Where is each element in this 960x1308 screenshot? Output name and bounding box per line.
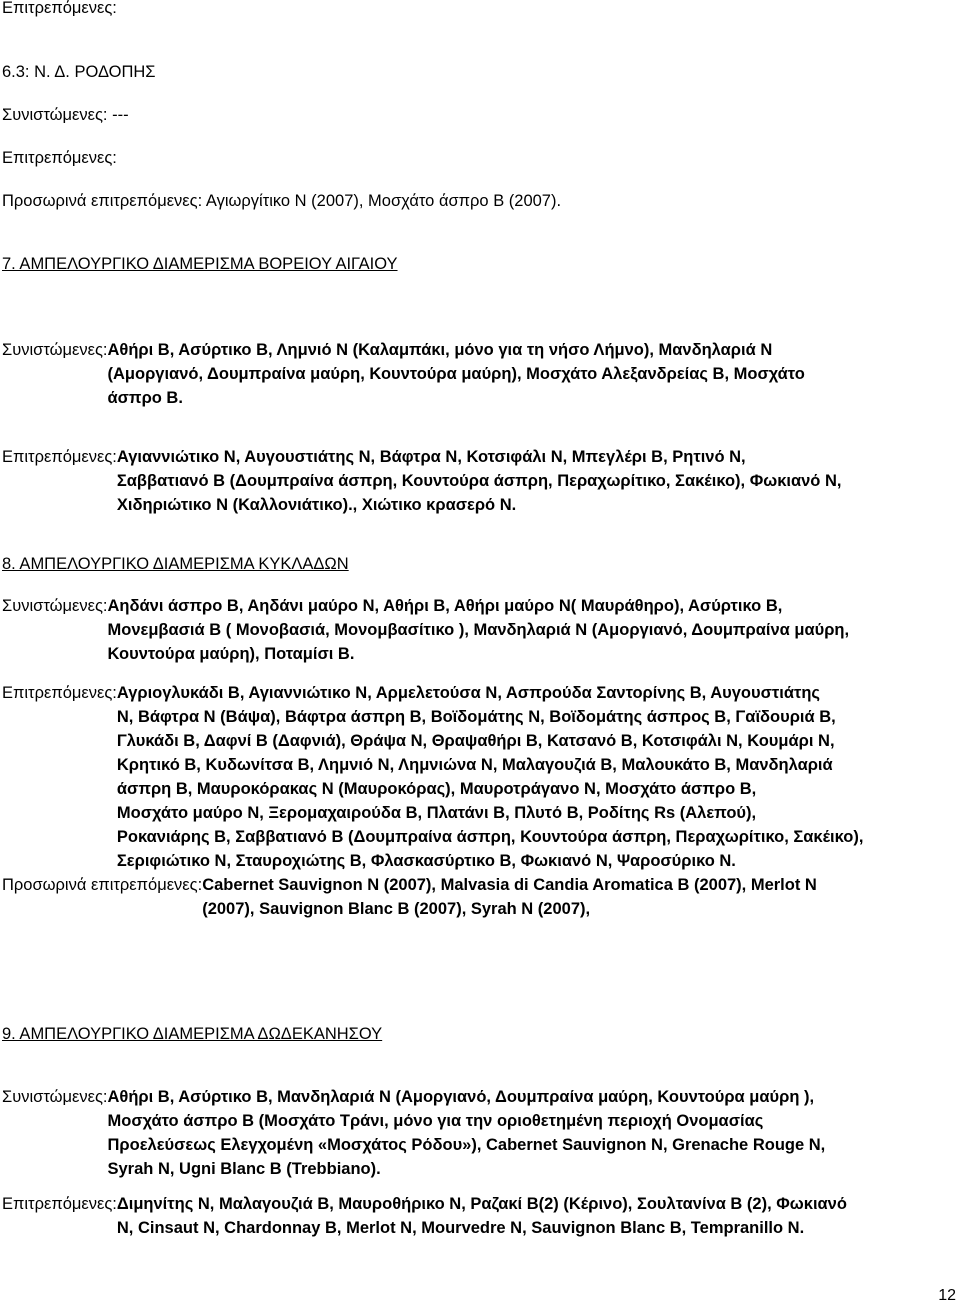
section-heading-dodecanese: 9. ΑΜΠΕΛΟΥΡΓΙΚΟ ΔΙΑΜΕΡΙΣΜΑ ΔΩΔΕΚΑΝΗΣΟΥ xyxy=(2,1025,383,1043)
section-heading-north-aegean: 7. ΑΜΠΕΛΟΥΡΓΙΚΟ ΔΙΑΜΕΡΙΣΜΑ ΒΟΡΕΙΟΥ ΑΙΓΑΙΟΥ xyxy=(2,255,398,273)
recommended-rodopi: Συνιστώμενες: --- xyxy=(2,106,129,124)
permitted-cyclades: Επιτρεπόμενες: Αγριογλυκάδι Β, Αγιαννιώτικο Ν, Αρμελετούσα Ν, Ασπρούδα Σαντορίνης Β, Αυγουστιάτης Ν, Βάφτρα Ν (Βάψα), Βάφτρα άσπρη Β, Βοϊδομάτης Ν, Βοϊδομάτης άσπρος Β, Γαϊδουριά Β, Γλυκάδι Β, Δαφνί Β (Δαφνιά), Θράψα Ν, Θραψαθήρι Β, Κατσανό Β, Κοτσιφάλι Ν, Κουμάρι Ν, Κρητικό Β, Κυδωνίτσα Β, Λημνιό Ν, Λημνιώνα Ν, Μαλαγουζιά Β, Μαλουκάτο Β, Μανδηλαριά άσπρη Β, Μαυροκόρακας Ν (Μαυροκόρας), Μαυροτράγανο Ν, Μοσχάτο άσπρο Β, Μοσχάτο μαύρο Ν, Ξερομαχαιρούδα Β, Πλατάνι Β, Πλυτό Β, Ροδίτης Rs (Αλεπού), Ροκανιάρης Β, Σαββατιανό Β (Δουμπραίνα άσπρη, Κουντούρα άσπρη, Περαχωρίτικο, Σακέικο), Σεριφιώτικο Ν, Σταυροχιώτης Β, Φλασκασύρτικο Β, Φωκιανό Ν, Ψαροσύρικο Ν. xyxy=(2,684,864,870)
permitted-label-top: Επιτρεπόμενες: xyxy=(2,0,117,17)
permitted-rodopi: Επιτρεπόμενες: xyxy=(2,149,117,167)
temporary-permitted-rodopi: Προσωρινά επιτρεπόμενες: Αγιωργίτικο Ν (2007), Μοσχάτο άσπρο Β (2007). xyxy=(2,192,562,210)
permitted-north-aegean: Επιτρεπόμενες: Αγιαννιώτικο Ν, Αυγουστιάτης Ν, Βάφτρα Ν, Κοτσιφάλι Ν, Μπεγλέρι Β, Ρητινό Ν, Σαββατιανό Β (Δουμπραίνα άσπρη, Κουντούρα άσπρη, Περαχωρίτικο, Σακέικο), Φωκιανό Ν, Χιδηριώτικο Ν (Καλλονιάτικο)., Χιώτικο κρασερό Ν. xyxy=(2,448,842,514)
recommended-cyclades: Συνιστώμενες: Αηδάνι άσπρο Β, Αηδάνι μαύρο Ν, Αθήρι Β, Αθήρι μαύρο Ν( Μαυράθηρο), Ασύρτικο Β, Μονεμβασιά Β ( Μονοβασιά, Μονομβασίτικο ), Μανδηλαριά Ν (Αμοργιανό, Δουμπραίνα μαύρη, Κουντούρα μαύρη), Ποταμίσι Β. xyxy=(2,597,850,663)
permitted-dodecanese: Επιτρεπόμενες: Διμηνίτης Ν, Μαλαγουζιά Β, Μαυροθήρικο Ν, Ραζακί Β(2) (Κέρινο), Σουλτανίνα Β (2), Φωκιανό Ν, Cinsaut Ν, Chardonnay Β, Merlot Ν, Mourvedre Ν, Sauvignon Blanc Β, Tempranillo Ν. xyxy=(2,1195,847,1237)
subsection-heading-rodopi: 6.3: Ν. Δ. ΡΟΔΟΠΗΣ xyxy=(2,63,156,81)
page-number: 12 xyxy=(938,1287,956,1304)
section-heading-cyclades: 8. ΑΜΠΕΛΟΥΡΓΙΚΟ ΔΙΑΜΕΡΙΣΜΑ ΚΥΚΛΑΔΩΝ xyxy=(2,555,349,573)
recommended-dodecanese: Συνιστώμενες: Αθήρι Β, Ασύρτικο Β, Μανδηλαριά Ν (Αμοργιανό, Δουμπραίνα μαύρη, Κουντούρα μαύρη ), Μοσχάτο άσπρο Β (Μοσχάτο Τράνι, μόνο για την οριοθετημένη περιοχή Ονομασίας Προελεύσεως Ελεγχομένη «Μοσχάτος Ρόδου»), Cabernet Sauvignon Ν, Grenache Rouge Ν, Syrah Ν, Ugni Blanc Β (Trebbiano). xyxy=(2,1088,826,1178)
temporary-permitted-cyclades: Προσωρινά επιτρεπόμενες: Cabernet Sauvignon Ν (2007), Malvasia di Candia Aromatica Β (2007), Merlot Ν (2007), Sauvignon Blanc Β (2007), Syrah Ν (2007), xyxy=(2,876,817,918)
recommended-north-aegean: Συνιστώμενες: Αθήρι Β, Ασύρτικο Β, Λημνιό Ν (Καλαμπάκι, μόνο για τη νήσο Λήμνο), Μανδηλαριά Ν (Αμοργιανό, Δουμπραίνα μαύρη, Κουντούρα μαύρη), Μοσχάτο Αλεξανδρείας Β, Μοσχάτο άσπρο Β. xyxy=(2,341,805,407)
